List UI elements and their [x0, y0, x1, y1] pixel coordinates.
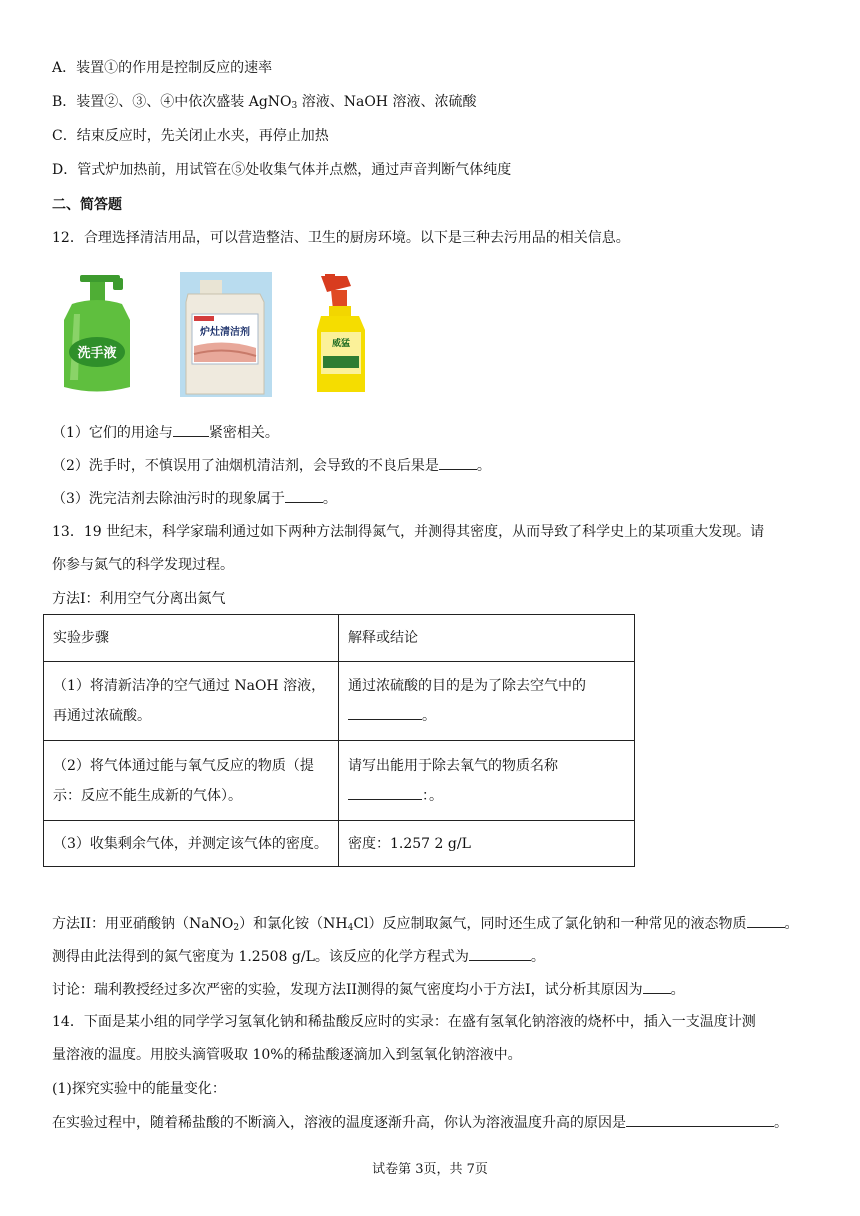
answer-blank[interactable]: [348, 705, 422, 720]
experiment-table: [43, 614, 635, 867]
option-d: D．管式炉加热前，用试管在⑤处收集气体并点燃，通过声音判断气体纯度: [52, 162, 512, 178]
table-row: [44, 662, 635, 741]
answer-blank[interactable]: [469, 946, 531, 961]
table-header-row: [44, 615, 635, 662]
answer-blank[interactable]: [643, 979, 671, 994]
q12-sub3: （3）洗完洁剂去除油污时的现象属于 。: [52, 488, 337, 509]
answer-blank[interactable]: [285, 488, 323, 503]
answer-blank[interactable]: [439, 455, 477, 470]
q13-method2-line2: 测得由此法得到的氮气密度为 1.2508 g/L。该反应的化学方程式为 。: [52, 946, 545, 967]
stove-cleaner-label: 炉灶清洁剂: [200, 327, 250, 338]
hand-soap-label: 洗手液: [77, 346, 117, 361]
q12-sub2: （2）洗手时，不慎误用了油烟机清洁剂，会导致的不良后果是 。: [52, 455, 491, 476]
table-header-result: 解释或结论: [339, 615, 635, 662]
option-a: A．装置①的作用是控制反应的速率: [52, 60, 273, 76]
q12-sub1: （1）它们的用途与 紧密相关。: [52, 422, 279, 443]
q14-stem-line2: 量溶液的温度。用胶头滴管吸取 10%的稀盐酸逐滴加入到氢氧化钠溶液中。: [52, 1047, 522, 1063]
answer-blank[interactable]: [626, 1112, 774, 1127]
stove-cleaner-jug-image: [180, 272, 272, 397]
option-b: B．装置②、③、④中依次盛装 AgNO$_3$ 溶液、NaOH 溶液、浓硫酸: [52, 94, 477, 111]
q13-discussion: 讨论：瑞利教授经过多次严密的实验，发现方法II测得的氮气密度均小于方法I，试分析其原因为 。: [52, 979, 685, 1000]
hand-soap-bottle-image: [50, 272, 145, 397]
q14-stem-line1: 14．下面是某小组的同学学习氢氧化钠和稀盐酸反应时的实录：在盛有氢氧化钠溶液的烧杯中，插入一支温度计测: [52, 1014, 756, 1030]
option-c: C．结束反应时，先关闭止水夹，再停止加热: [52, 128, 329, 144]
q14-line: 在实验过程中，随着稀盐酸的不断滴入，溶液的温度逐渐升高，你认为溶液温度升高的原因是 。: [52, 1112, 788, 1133]
table-header-step: 实验步骤: [44, 615, 339, 662]
table-cell-step: （3）收集剩余气体，并测定该气体的密度。: [44, 821, 339, 867]
page-footer: 试卷第 3页，共 7页: [372, 1162, 488, 1177]
table-row: [44, 821, 635, 867]
answer-blank[interactable]: [747, 913, 785, 928]
table-row: [44, 741, 635, 821]
q13-stem-line2: 你参与氮气的科学发现过程。: [52, 557, 234, 573]
q14-sub1: (1)探究实验中的能量变化：: [52, 1081, 226, 1097]
q12-stem: 12．合理选择清洁用品，可以营造整洁、卫生的厨房环境。以下是三种去污用品的相关信息。: [52, 230, 630, 246]
q13-method1: 方法I：利用空气分离出氮气: [52, 591, 226, 607]
q13-stem-line1: 13．19 世纪末，科学家瑞利通过如下两种方法制得氮气，并测得其密度，从而导致了科学史上的某项重大发现。请: [52, 524, 765, 540]
section-title: 二、简答题: [52, 197, 122, 213]
spray-bottle-image: [307, 270, 377, 398]
table-cell-result: 请写出能用于除去氧气的物质名称 ：。: [339, 741, 635, 821]
answer-blank[interactable]: [173, 422, 209, 437]
spray-bottle-label: 威猛: [331, 339, 351, 349]
answer-blank[interactable]: [348, 785, 422, 800]
table-cell-result: 通过浓硫酸的目的是为了除去空气中的 。: [339, 662, 635, 741]
q13-method2-line1: 方法II：用亚硝酸钠（NaNO$_2$）和氯化铵$(NH_4Cl)$反应制取氮气，同时还生成了氯化钠和一种常见的液态物质 。: [52, 913, 799, 938]
table-cell-step: （2）将气体通过能与氧气反应的物质（提 示：反应不能生成新的气体）。: [44, 741, 339, 821]
table-cell-step: （1）将清新洁净的空气通过 NaOH 溶液， 再通过浓硫酸。: [44, 662, 339, 741]
table-cell-result: 密度：1.257 2 g/L: [339, 821, 635, 867]
